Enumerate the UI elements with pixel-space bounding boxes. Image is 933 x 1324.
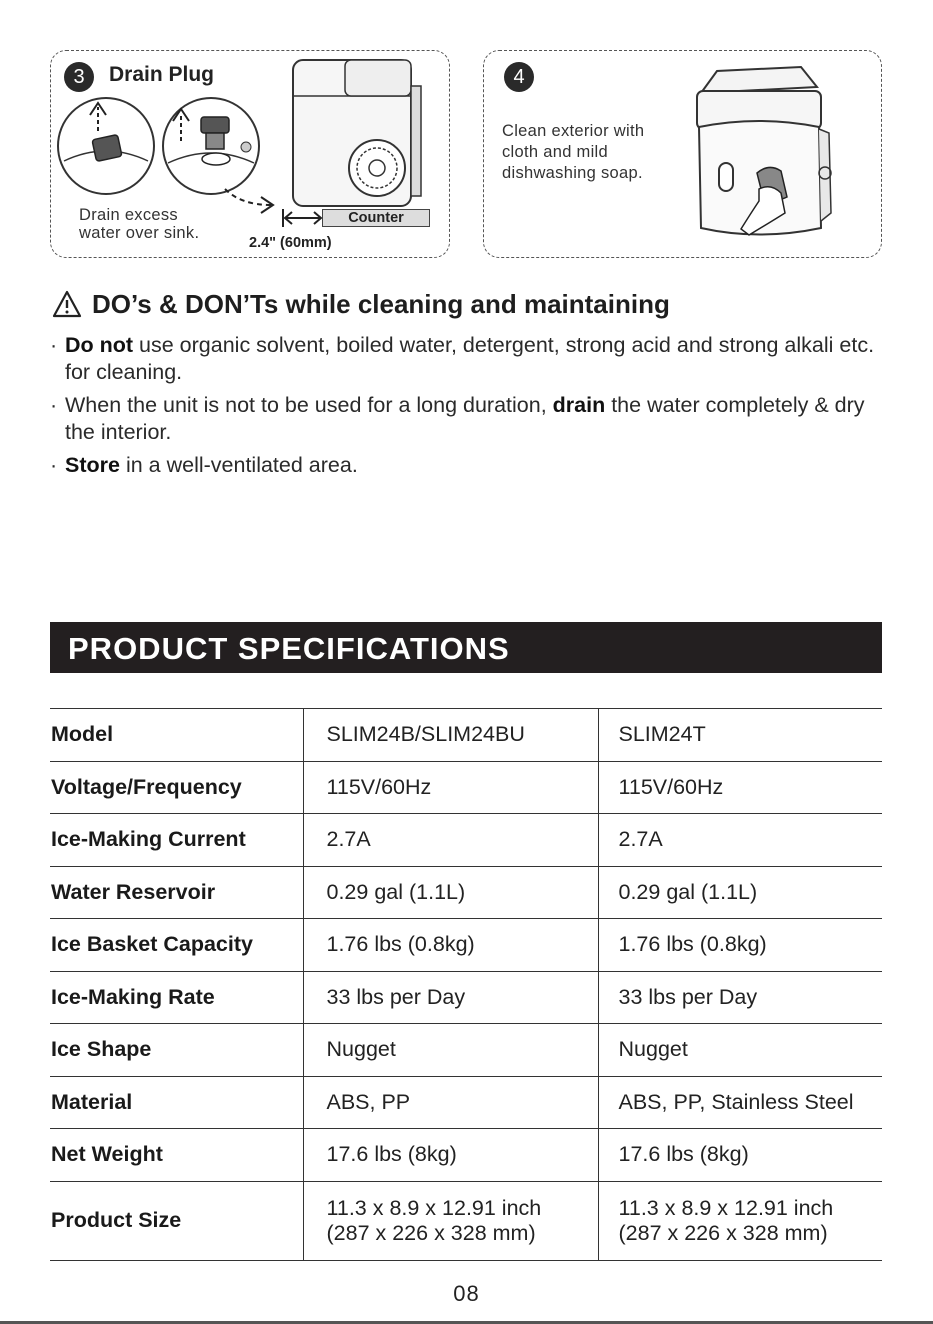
table-row <box>50 1181 882 1260</box>
spec-value-model-1: 33 lbs per Day <box>303 971 598 1024</box>
bullet-2-bold: drain <box>552 393 606 417</box>
warning-triangle-icon <box>52 290 82 318</box>
table-row <box>50 866 882 919</box>
spec-value-model-1: 1.76 lbs (0.8kg) <box>303 919 598 972</box>
spec-value-model-1: 0.29 gal (1.1L) <box>303 866 598 919</box>
spec-value-model-1: ABS, PP <box>303 1076 598 1129</box>
spec-value-model-2: 33 lbs per Day <box>598 971 882 1024</box>
spec-label: Water Reservoir <box>50 866 303 919</box>
specs-table <box>50 708 882 1261</box>
spec-value-model-2: 11.3 x 8.9 x 12.91 inch (287 x 226 x 328 mm) <box>598 1181 882 1260</box>
counter-label: Counter <box>322 209 430 227</box>
table-row <box>50 1129 882 1182</box>
spec-label: Material <box>50 1076 303 1129</box>
specs-title: PRODUCT SPECIFICATIONS <box>50 622 882 673</box>
step-3-panel <box>50 50 450 258</box>
spec-value-model-2: Nugget <box>598 1024 882 1077</box>
table-row <box>50 1024 882 1077</box>
spec-label: Model <box>50 709 303 762</box>
spec-label: Net Weight <box>50 1129 303 1182</box>
spec-label: Ice-Making Current <box>50 814 303 867</box>
spec-value-model-2: 115V/60Hz <box>598 761 882 814</box>
spec-value-model-2: SLIM24T <box>598 709 882 762</box>
bullet-3-bold: Store <box>65 453 120 477</box>
step-4-line1: Clean exterior with <box>502 122 645 140</box>
clearance-dimension: 2.4" (60mm) <box>249 235 332 251</box>
page-number: 08 <box>453 1281 480 1306</box>
bullet-store: · Store in a well-ventilated area. <box>50 453 358 477</box>
spec-value-model-2: ABS, PP, Stainless Steel <box>598 1076 882 1129</box>
table-row <box>50 919 882 972</box>
dos-donts-heading <box>52 284 670 324</box>
spec-label: Ice Basket Capacity <box>50 919 303 972</box>
table-row <box>50 814 882 867</box>
spec-value-model-2: 17.6 lbs (8kg) <box>598 1129 882 1182</box>
spec-label: Ice Shape <box>50 1024 303 1077</box>
spec-value-model-1: 11.3 x 8.9 x 12.91 inch (287 x 226 x 328 mm) <box>303 1181 598 1260</box>
step-4-number: 4 <box>504 62 534 92</box>
spec-value-model-1: 115V/60Hz <box>303 761 598 814</box>
bullet-do-not: · Do not use organic solvent, boiled water, detergent, strong acid and strong alkali etc. for cleaning. <box>50 333 875 384</box>
step-3-caption-line2: water over sink. <box>79 224 200 242</box>
table-row <box>50 971 882 1024</box>
spec-value-model-1: 2.7A <box>303 814 598 867</box>
step-3-title: Drain Plug <box>109 63 215 86</box>
spec-value-model-2: 2.7A <box>598 814 882 867</box>
bullet-drain: · When the unit is not to be used for a long duration, drain the water completely & dry the interior. <box>50 393 865 444</box>
spec-label: Ice-Making Rate <box>50 971 303 1024</box>
table-row <box>50 761 882 814</box>
cleaning-bullets <box>50 332 890 485</box>
bullet-1-bold: Do not <box>65 333 134 357</box>
spec-value-model-2: 0.29 gal (1.1L) <box>598 866 882 919</box>
bullet-2-pre: When the unit is not to be used for a long duration, <box>65 393 553 417</box>
step-4-line3: dishwashing soap. <box>502 164 643 182</box>
step-3-number: 3 <box>64 62 94 92</box>
bullet-3-text: in a well-ventilated area. <box>119 453 358 477</box>
table-row <box>50 709 882 762</box>
spec-value-model-1: SLIM24B/SLIM24BU <box>303 709 598 762</box>
spec-value-model-2: 1.76 lbs (0.8kg) <box>598 919 882 972</box>
spec-label: Voltage/Frequency <box>50 761 303 814</box>
step-4-panel <box>483 50 882 258</box>
spec-value-model-1: Nugget <box>303 1024 598 1077</box>
table-row <box>50 1076 882 1129</box>
spec-label: Product Size <box>50 1181 303 1260</box>
bullet-2-post: the water completely & dry the interior. <box>65 393 865 444</box>
step-3-caption-line1: Drain excess <box>79 206 178 224</box>
dashed-arrow-icon <box>221 183 281 223</box>
step-4-line2: cloth and mild <box>502 143 609 161</box>
ice-maker-side-illustration <box>279 56 449 216</box>
bullet-1-text: use organic solvent, boiled water, detergent, strong acid and strong alkali etc. for cleaning. <box>65 333 875 384</box>
dos-donts-heading-text: DO’s & DON’Ts while cleaning and maintaining <box>92 288 670 319</box>
ice-maker-cleaning-illustration <box>689 63 839 248</box>
spec-value-model-1: 17.6 lbs (8kg) <box>303 1129 598 1182</box>
